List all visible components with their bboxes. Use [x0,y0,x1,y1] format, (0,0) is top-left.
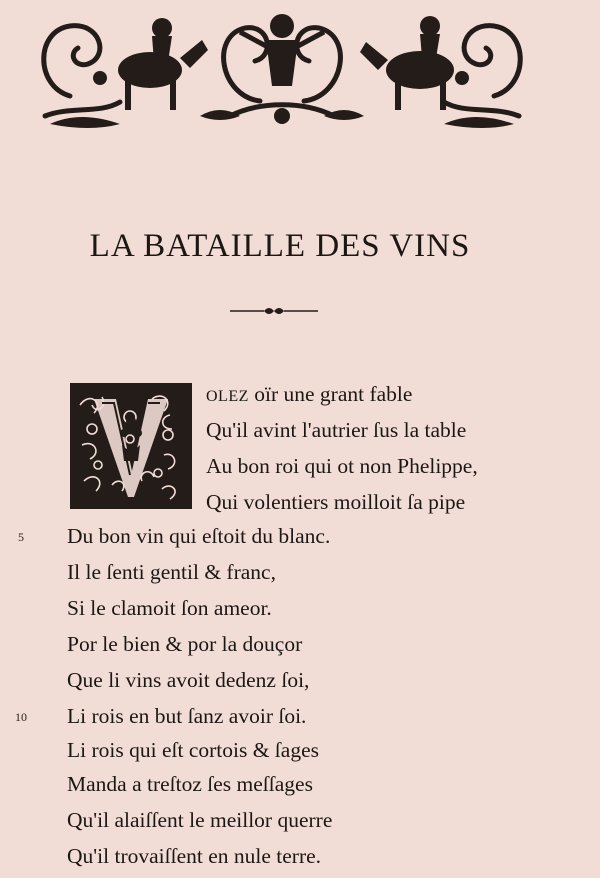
poem-line-1: OLEZ oïr une grant fable [206,382,413,406]
poem-title: LA BATAILLE DES VINS [89,228,471,264]
poem-line-13: Qu'il alaiſſent le meillor querre [67,808,333,832]
poem-line-12: Manda a treſtoz ſes meſſages [67,772,313,796]
poem-line-2: Qu'il avint l'autrier ſus la table [206,418,467,442]
poem-line-6: Il le ſenti gentil & franc, [67,560,276,584]
poem-line-5: Du bon vin qui eſtoit du blanc. [67,524,331,548]
poem-line-11: Li rois qui eſt cortois & ſages [67,738,319,762]
poem-line-14: Qu'il trovaiſſent en nule terre. [67,844,322,868]
poem-line-7: Si le clamoit ſon ameor. [67,596,272,620]
line-number-5: 5 [18,530,24,544]
small-caps-opening: OLEZ [206,388,249,405]
poem-line-3: Au bon roi qui ot non Phelippe, [206,454,478,478]
poem-line-9: Que li vins avoit dedenz ſoi, [67,668,310,692]
poem-line-10: Li rois en but ſanz avoir ſoi. [67,704,307,728]
poem-line-4: Qui volentiers moilloit ſa pipe [206,490,466,514]
line-number-10: 10 [15,710,27,724]
poem-line-8: Por le bien & por la douçor [67,632,303,656]
